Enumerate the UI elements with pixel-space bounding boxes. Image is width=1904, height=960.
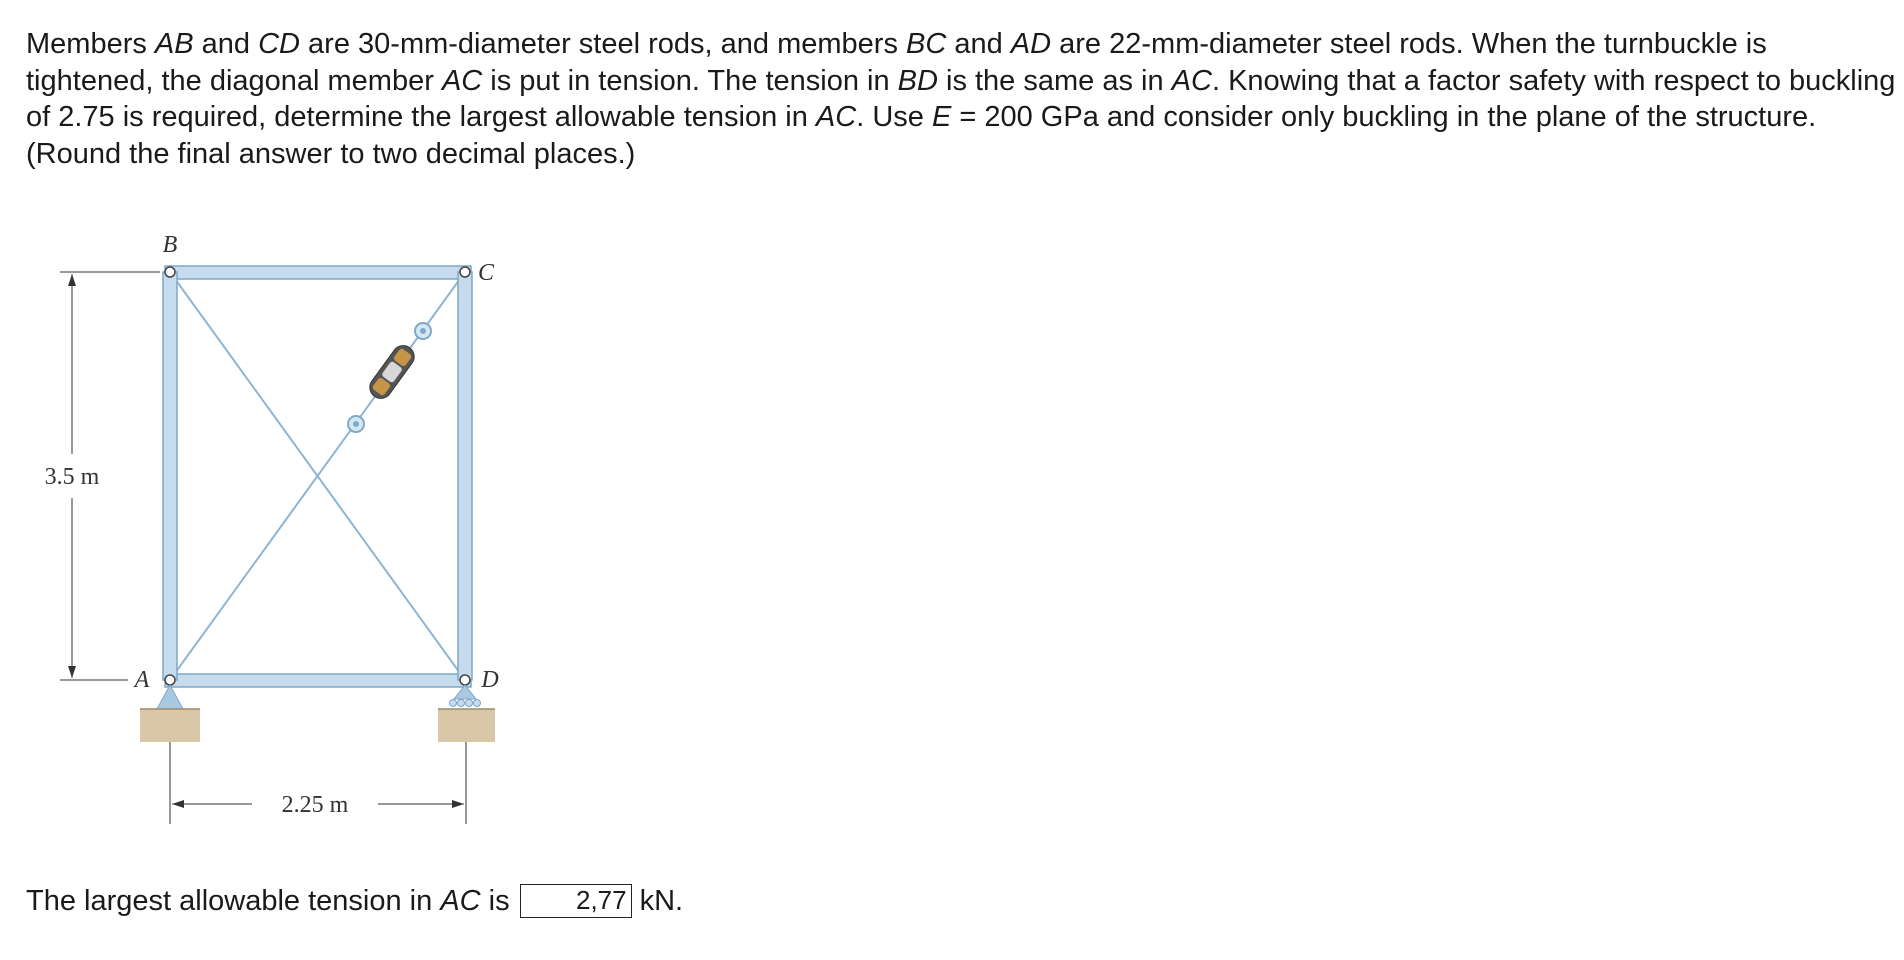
problem-symbol: CD <box>258 28 300 60</box>
problem-symbol: AC <box>441 64 483 97</box>
roller-2 <box>458 700 465 707</box>
member-cd <box>458 272 472 680</box>
problem-symbol: AC <box>815 101 857 133</box>
problem-text: is the same as in <box>937 64 1172 97</box>
answer-is: is <box>480 885 510 917</box>
answer-member: AC <box>440 885 481 917</box>
problem-text: and <box>946 28 1011 60</box>
problem-text: = 200 GPa and consider only buckling in the plane of the structure. (Round the final answer to two decimal places.) <box>26 101 1817 170</box>
member-bc <box>165 266 471 279</box>
member-ad <box>165 674 471 687</box>
turnbuckle-eye-lower-hole <box>353 421 359 427</box>
answer-row <box>26 883 683 919</box>
problem-text: and <box>193 28 259 60</box>
problem-text: is put in tension. The tension in <box>482 64 898 97</box>
answer-input[interactable]: 2,77 <box>520 884 632 918</box>
pin-c <box>460 267 470 277</box>
ground-a <box>140 709 200 742</box>
problem-symbol: AB <box>154 28 194 60</box>
height-arrow-top <box>68 274 76 286</box>
problem-text: are 30-mm-diameter steel rods, and members <box>300 28 906 60</box>
roller-1 <box>450 700 457 707</box>
label-a: A <box>134 667 150 693</box>
ground-d <box>438 709 495 742</box>
height-arrow-bottom <box>68 666 76 678</box>
roller-3 <box>466 700 473 707</box>
problem-text: . Knowing that a factor safety with respect to buckling of 2.75 is required, determine the largest allowable tension in <box>26 64 1896 133</box>
problem-statement <box>26 26 1896 172</box>
label-b: B <box>162 232 178 258</box>
problem-symbol: E <box>931 101 952 133</box>
label-c: C <box>477 260 495 286</box>
problem-symbol: BC <box>906 28 947 60</box>
width-arrow-right <box>452 800 464 808</box>
pin-b <box>165 267 175 277</box>
pin-a <box>165 675 175 685</box>
pin-d <box>460 675 470 685</box>
problem-symbol: AC <box>1171 64 1212 97</box>
member-ab <box>163 272 177 680</box>
width-label: 2.25 m <box>281 792 349 818</box>
width-arrow-left <box>172 800 184 808</box>
turnbuckle <box>365 341 418 402</box>
height-label: 3.5 m <box>44 464 100 490</box>
problem-symbol: AD <box>1010 28 1052 60</box>
problem-text: Members <box>26 28 155 60</box>
roller-4 <box>474 700 481 707</box>
turnbuckle-eye-upper-hole <box>420 328 426 334</box>
answer-prefix: The largest allowable tension in <box>26 885 441 917</box>
answer-unit: kN. <box>639 885 684 917</box>
problem-text: . Use <box>856 101 932 133</box>
problem-text: are 22-mm-diameter steel rods. When the turnbuckle is tightened, the diagonal member <box>26 28 1767 97</box>
pin-support-a <box>157 685 183 709</box>
label-d: D <box>481 667 499 693</box>
truss-figure <box>20 222 540 842</box>
problem-symbol: BD <box>897 64 938 97</box>
